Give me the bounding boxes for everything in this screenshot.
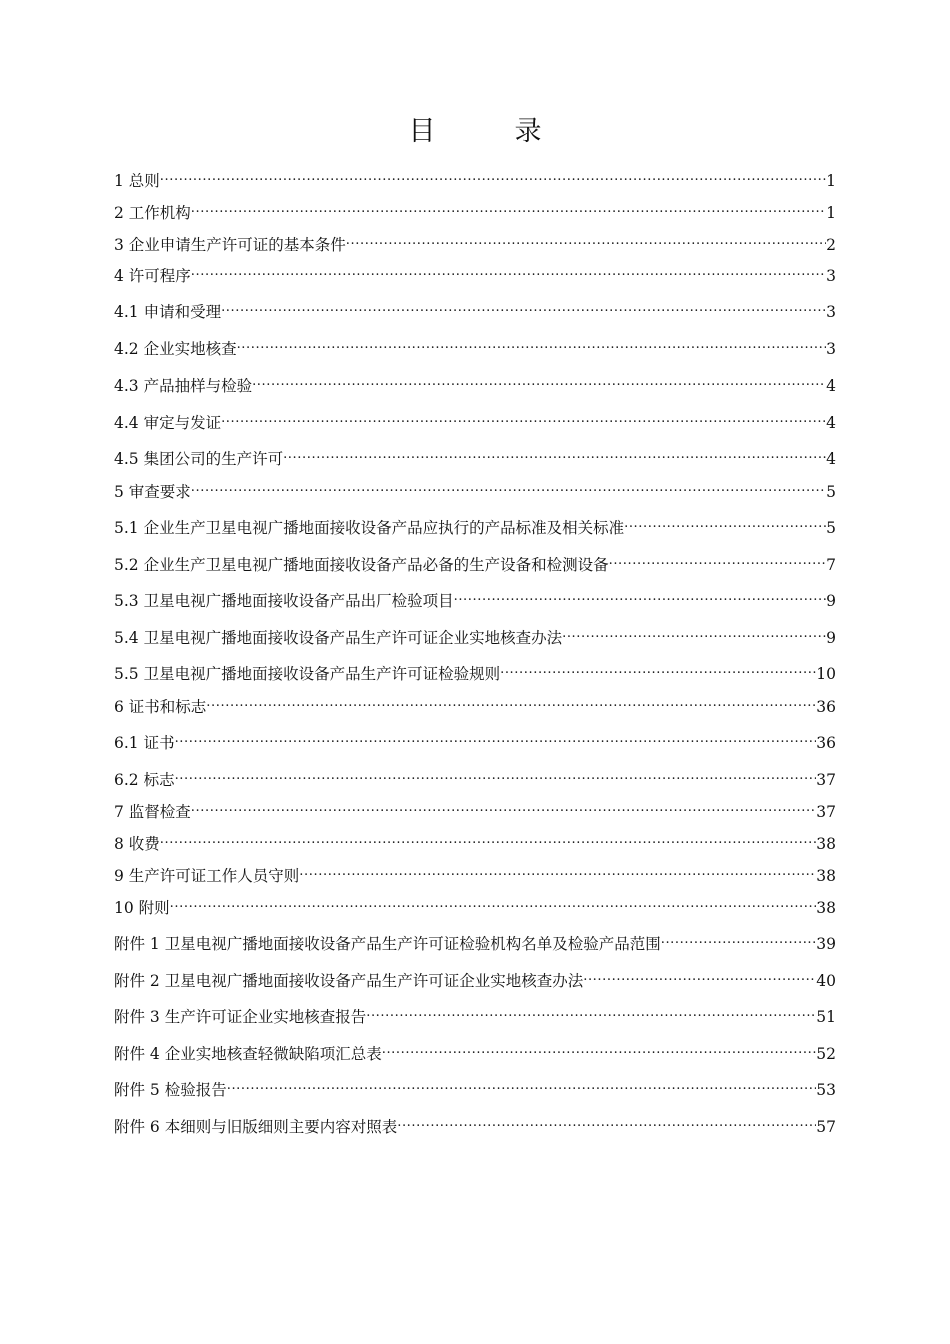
toc-entry-page: 39 xyxy=(816,935,836,953)
toc-leader-dots xyxy=(191,793,816,817)
toc-entry-page: 52 xyxy=(816,1045,836,1063)
toc-entry-label: 2 工作机构 xyxy=(114,204,191,222)
toc-leader-dots xyxy=(175,761,817,785)
toc-entry-label: 附件 4 企业实地核查轻微缺陷项汇总表 xyxy=(114,1045,382,1063)
toc-entry-page: 5 xyxy=(826,519,836,537)
toc-entry-page: 9 xyxy=(826,629,836,647)
toc-entry-page: 2 xyxy=(826,236,836,254)
toc-entry xyxy=(114,367,836,395)
toc-entry-page: 5 xyxy=(826,483,836,501)
toc-entry-page: 36 xyxy=(816,698,836,716)
toc-leader-dots xyxy=(237,330,827,354)
toc-leader-dots xyxy=(382,1035,817,1059)
toc-entry-label: 附件 1 卫星电视广播地面接收设备产品生产许可证检验机构名单及检验产品范围 xyxy=(114,935,661,953)
toc-entry-page: 37 xyxy=(816,771,836,789)
toc-entry-page: 38 xyxy=(816,867,836,885)
toc-entry xyxy=(114,925,836,953)
toc-leader-dots xyxy=(191,473,826,497)
toc-entry xyxy=(114,509,836,537)
toc-entry xyxy=(114,761,836,789)
toc-leader-dots xyxy=(227,1071,817,1095)
toc-entry-label: 5.1 企业生产卫星电视广播地面接收设备产品应执行的产品标准及相关标准 xyxy=(114,519,625,537)
toc-entry-page: 10 xyxy=(816,665,836,683)
toc-leader-dots xyxy=(175,724,817,748)
toc-entry xyxy=(114,582,836,610)
toc-entry xyxy=(114,724,836,752)
toc-entry xyxy=(114,889,836,917)
toc-entry-page: 7 xyxy=(826,556,836,574)
toc-entry-label: 附件 6 本细则与旧版细则主要内容对照表 xyxy=(114,1118,398,1136)
toc-entry-page: 3 xyxy=(826,340,836,358)
toc-leader-dots xyxy=(221,404,826,428)
toc-entry-label: 附件 2 卫星电视广播地面接收设备产品生产许可证企业实地核查办法 xyxy=(114,972,584,990)
toc-leader-dots xyxy=(170,889,817,913)
toc-leader-dots xyxy=(299,857,816,881)
toc-entry xyxy=(114,1108,836,1136)
toc-entry-label: 附件 5 检验报告 xyxy=(114,1081,227,1099)
toc-entry xyxy=(114,330,836,358)
toc-entry xyxy=(114,1035,836,1063)
toc-entry-label: 6 证书和标志 xyxy=(114,698,207,716)
toc-leader-dots xyxy=(500,655,816,679)
toc-entry-label: 7 监督检查 xyxy=(114,803,191,821)
toc-entry-label: 5.5 卫星电视广播地面接收设备产品生产许可证检验规则 xyxy=(114,665,501,683)
toc-entry xyxy=(114,546,836,574)
toc-entry-page: 37 xyxy=(816,803,836,821)
toc-entry-page: 4 xyxy=(826,414,836,432)
toc-entry xyxy=(114,404,836,432)
toc-leader-dots xyxy=(609,546,827,570)
toc-entry xyxy=(114,857,836,885)
toc-entry-page: 4 xyxy=(826,377,836,395)
toc-entry-page: 57 xyxy=(816,1118,836,1136)
toc-entry xyxy=(114,293,836,321)
toc-leader-dots xyxy=(346,226,826,250)
toc-leader-dots xyxy=(283,440,826,464)
toc-entry xyxy=(114,825,836,853)
toc-entry-label: 附件 3 生产许可证企业实地核查报告 xyxy=(114,1008,367,1026)
toc-entry xyxy=(114,793,836,821)
toc-entry-page: 53 xyxy=(816,1081,836,1099)
toc-leader-dots xyxy=(624,509,826,533)
toc-entry-page: 36 xyxy=(816,734,836,752)
toc-entry xyxy=(114,619,836,647)
page-title: 目 录 xyxy=(408,116,568,147)
toc-leader-dots xyxy=(454,582,827,606)
toc-entry xyxy=(114,162,836,190)
toc-entry-label: 3 企业申请生产许可证的基本条件 xyxy=(114,236,346,254)
toc-entry-page: 3 xyxy=(826,267,836,285)
toc-leader-dots xyxy=(252,367,826,391)
toc-leader-dots xyxy=(221,293,826,317)
toc-entry-page: 9 xyxy=(826,592,836,610)
toc-entry xyxy=(114,194,836,222)
toc-entry-page: 4 xyxy=(826,450,836,468)
toc-entry-page: 1 xyxy=(826,172,836,190)
toc-entry-page: 1 xyxy=(826,204,836,222)
toc-entry-page: 38 xyxy=(816,899,836,917)
toc-leader-dots xyxy=(366,998,816,1022)
toc-entry xyxy=(114,473,836,501)
toc-leader-dots xyxy=(583,962,816,986)
toc-leader-dots xyxy=(661,925,817,949)
toc-leader-dots xyxy=(160,825,816,849)
toc-leader-dots xyxy=(562,619,826,643)
toc-entry xyxy=(114,440,836,468)
toc-entry-label: 5.3 卫星电视广播地面接收设备产品出厂检验项目 xyxy=(114,592,454,610)
toc-entry xyxy=(114,257,836,285)
toc-entry-label: 10 附则 xyxy=(114,899,170,917)
toc-leader-dots xyxy=(191,257,826,281)
toc-entry-label: 4 许可程序 xyxy=(114,267,191,285)
toc-entry-label: 9 生产许可证工作人员守则 xyxy=(114,867,300,885)
toc-entry xyxy=(114,655,836,683)
toc-entry-page: 51 xyxy=(816,1008,836,1026)
toc-leader-dots xyxy=(191,194,826,218)
toc-entry xyxy=(114,998,836,1026)
toc-leader-dots xyxy=(206,688,816,712)
toc-entry xyxy=(114,962,836,990)
toc-entry-label: 4.4 审定与发证 xyxy=(114,414,222,432)
toc-entry xyxy=(114,226,836,254)
toc-entry xyxy=(114,688,836,716)
toc-entry-label: 8 收费 xyxy=(114,835,160,853)
toc-entry-label: 6.1 证书 xyxy=(114,734,175,752)
toc-entry-label: 6.2 标志 xyxy=(114,771,175,789)
toc-entry-page: 40 xyxy=(816,972,836,990)
toc-leader-dots xyxy=(160,162,826,186)
toc-entry-page: 38 xyxy=(816,835,836,853)
toc-entry-label: 5.4 卫星电视广播地面接收设备产品生产许可证企业实地核查办法 xyxy=(114,629,563,647)
toc-entry-label: 4.5 集团公司的生产许可 xyxy=(114,450,284,468)
toc-entry-label: 4.3 产品抽样与检验 xyxy=(114,377,253,395)
toc-entry-label: 4.2 企业实地核查 xyxy=(114,340,237,358)
toc-entry-label: 4.1 申请和受理 xyxy=(114,303,222,321)
toc-entry-page: 3 xyxy=(826,303,836,321)
toc-entry xyxy=(114,1071,836,1099)
toc-entry-label: 1 总则 xyxy=(114,172,160,190)
toc-leader-dots xyxy=(397,1108,816,1132)
toc-entry-label: 5.2 企业生产卫星电视广播地面接收设备产品必备的生产设备和检测设备 xyxy=(114,556,609,574)
toc-entry-label: 5 审查要求 xyxy=(114,483,191,501)
